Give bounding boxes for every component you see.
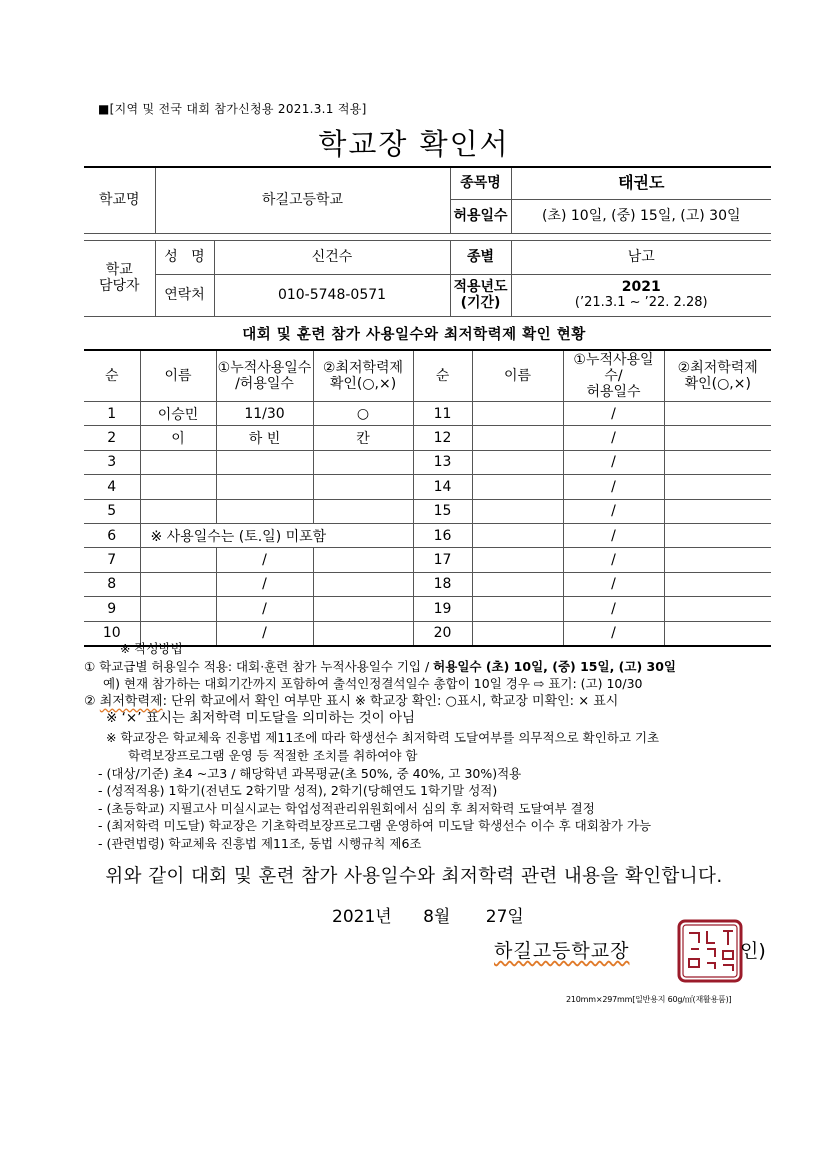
min-check [664,402,771,426]
days-used: 11/30 [216,402,313,426]
principal-name: 하길고등학교장 [494,940,630,962]
row-number: 3 [84,450,140,474]
player-name [472,523,563,547]
note-2-sub1: ※ ‘×’ 표시는 최저학력 미도달을 의미하는 것이 아님 [106,710,416,727]
table-row [84,572,771,596]
header-min-right-line2: 확인(○,×) [684,376,751,392]
note-2-num: ② [84,693,100,709]
detail-law: - (관련법령) 학교체육 진흥법 제11조, 동법 시행규칙 제6조 [98,835,422,851]
player-name [472,548,563,572]
row-number: 18 [413,572,472,596]
player-name [472,572,563,596]
row-number: 17 [413,548,472,572]
row-number: 8 [84,572,140,596]
header-days-line2: /허용일수 [235,376,294,392]
year-value [511,274,771,316]
header-no-right: 순 [413,350,472,402]
allowed-days-value: (초) 10일, (중) 15일, (고) 30일 [511,199,771,233]
days-used: / [563,548,664,572]
note-2-text: : 단위 학교에서 확인 여부만 표시 ※ 학교장 확인: ○표시, 학교장 미확인: × 표시 [162,693,619,709]
year-label-line2: (기간) [460,295,501,311]
row-number: 19 [413,597,472,621]
days-used: / [216,597,313,621]
header-days [216,350,313,402]
notes-heading: ※ 작성방법 [120,641,183,656]
info-table [84,166,771,317]
header-min-right-line1: ②최저학력제 [677,360,758,376]
seal-stamp-icon [677,919,743,983]
min-check [313,597,413,621]
row-number: 4 [84,475,140,499]
row-number: 10 [84,621,140,646]
header-min-line1: ②최저학력제 [322,360,404,376]
player-name [472,597,563,621]
min-check [313,475,413,499]
days-used: / [216,572,313,596]
table-row [84,475,771,499]
date-month: 8월 [423,907,451,927]
date-year: 2021년 [332,907,392,927]
min-check [664,426,771,450]
manager-label-line1: 학교 [105,262,133,278]
row-number: 7 [84,548,140,572]
note-1-bold: 허용일수 (초) 10일, (중) 15일, (고) 30일 [433,658,676,674]
player-name [472,426,563,450]
instructions [84,640,784,853]
player-name [140,475,216,499]
header-days-line1: ①누적사용일수 [217,360,312,376]
header-min-line2: 확인(○,×) [329,376,397,392]
table-row [84,450,771,474]
days-used: 하 빈 [216,426,313,450]
period-text: (’21.3.1 ~ ’22. 2.28) [574,295,708,310]
issue-date [332,902,524,927]
note-1-text: ① 학교급별 허용일수 적용: 대회·훈련 참가 누적사용일수 기입 / [84,658,434,674]
header-min-right [664,350,771,402]
days-used: / [563,475,664,499]
row-number: 12 [413,426,472,450]
row-number: 5 [84,499,140,523]
days-used: / [563,450,664,474]
days-used: / [563,402,664,426]
year-label-line1: 적용년도 [453,279,508,295]
section-title: 대회 및 훈련 참가 사용일수와 최저학력제 확인 현황 [242,327,586,343]
note-2 [84,693,784,711]
player-name [472,402,563,426]
days-used: / [563,523,664,547]
year-text: 2021 [621,279,661,295]
sport-label: 종목명 [450,167,511,199]
table-row [84,523,771,547]
table-row [84,597,771,621]
min-check [664,450,771,474]
days-used: / [563,499,664,523]
player-name [472,475,563,499]
days-used [216,499,313,523]
table-row [84,548,771,572]
manager-name: 신건수 [214,240,450,274]
player-name [140,499,216,523]
name-label: 성 명 [155,240,214,274]
days-used [216,475,313,499]
min-check [664,548,771,572]
contact-value: 010-5748-0571 [214,274,450,316]
min-check [664,499,771,523]
row-number: 14 [413,475,472,499]
manager-label-line2: 담당자 [98,278,140,294]
row-number: 15 [413,499,472,523]
row-number: 16 [413,523,472,547]
days-used: / [216,621,313,646]
table-row [84,402,771,426]
min-check [664,523,771,547]
detail-elementary: - (초등학교) 지필고사 미실시교는 학업성적관리위원회에서 심의 후 최저학력 도달여부 결정 [98,800,595,816]
roster-table [84,349,771,647]
min-check: 칸 [313,426,413,450]
player-name [140,572,216,596]
header-note: ■[지역 및 전국 대회 참가신청용 2021.3.1 적용] [98,102,367,116]
min-check: ○ [313,402,413,426]
header-no: 순 [84,350,140,402]
seal-mark: 인) [740,940,766,962]
player-name: 이 [140,426,216,450]
contact-label: 연락처 [155,274,214,316]
min-check [313,499,413,523]
days-used: / [216,548,313,572]
school-label: 학교명 [84,167,155,233]
days-used: / [563,426,664,450]
header-min [313,350,413,402]
row-number: 1 [84,402,140,426]
detail-grades: - (성적적용) 1학기(전년도 2학기말 성적), 2학기(당해연도 1학기말 성적) [98,783,498,799]
note-1 [84,658,784,676]
roster-body [84,402,771,646]
detail-unmet: - (최저학력 미도달) 학교장은 기초학력보장프로그램 운영하여 미도달 학생선수 이수 후 대회참가 가능 [98,818,652,834]
player-name [140,548,216,572]
player-name [472,450,563,474]
min-check [313,450,413,474]
days-used: / [563,597,664,621]
player-name [140,597,216,621]
table-row [84,426,771,450]
header-name: 이름 [140,350,216,402]
header-days-right-line2: 허용일수 [586,384,641,400]
min-check [664,597,771,621]
document-title: 학교장 확인서 [318,127,510,161]
note-2-sub2-line2: 학력보장프로그램 운영 등 적절한 조치를 취하여야 함 [128,747,418,763]
player-name [140,450,216,474]
days-used: / [563,572,664,596]
player-name: 이승민 [140,402,216,426]
detail-target: - (대상/기준) 초4 ~고3 / 해당학년 과목평균(초 50%, 중 40%, 고 30%)적용 [98,765,522,781]
confirmation-statement: 위와 같이 대회 및 훈련 참가 사용일수와 최저학력 관련 내용을 확인합니다. [105,866,723,887]
note-1-example: 예) 현재 참가하는 대회기간까지 포함하여 출석인정결석일수 총합이 10일 경우 ⇨ 표기: (고) 10/30 [103,676,643,692]
row-number: 13 [413,450,472,474]
category-label: 종별 [450,240,511,274]
sport-value: 태권도 [511,167,771,199]
min-check [313,572,413,596]
header-days-right [563,350,664,402]
school-seal [677,919,743,983]
days-used [216,450,313,474]
row-note: ※ 사용일수는 (토.일) 미포함 [140,523,413,547]
min-check [313,548,413,572]
row-number: 6 [84,523,140,547]
row-number: 2 [84,426,140,450]
category-value: 남고 [511,240,771,274]
note-2-term: 최저학력제 [99,693,163,709]
note-2-sub2-line1: ※ 학교장은 학교체육 진흥법 제11조에 따라 학생선수 최저학력 도달여부를 의무적으로 확인하고 기초 [106,729,660,745]
min-check [664,475,771,499]
row-number: 9 [84,597,140,621]
player-name [472,499,563,523]
days-used: / [563,621,664,646]
school-name: 하길고등학교 [155,167,450,233]
manager-label [84,240,155,316]
min-check [664,572,771,596]
paper-spec: 210mm×297mm[일반용지 60g/㎡(재활용품)] [566,995,732,1004]
date-day: 27일 [485,907,524,927]
year-label [450,274,511,316]
header-days-right-line1: ①누적사용일수/ [573,352,654,384]
header-name-right: 이름 [472,350,563,402]
table-row [84,499,771,523]
allowed-days-label: 허용일수 [450,199,511,233]
row-number: 11 [413,402,472,426]
row-number: 20 [413,621,472,646]
